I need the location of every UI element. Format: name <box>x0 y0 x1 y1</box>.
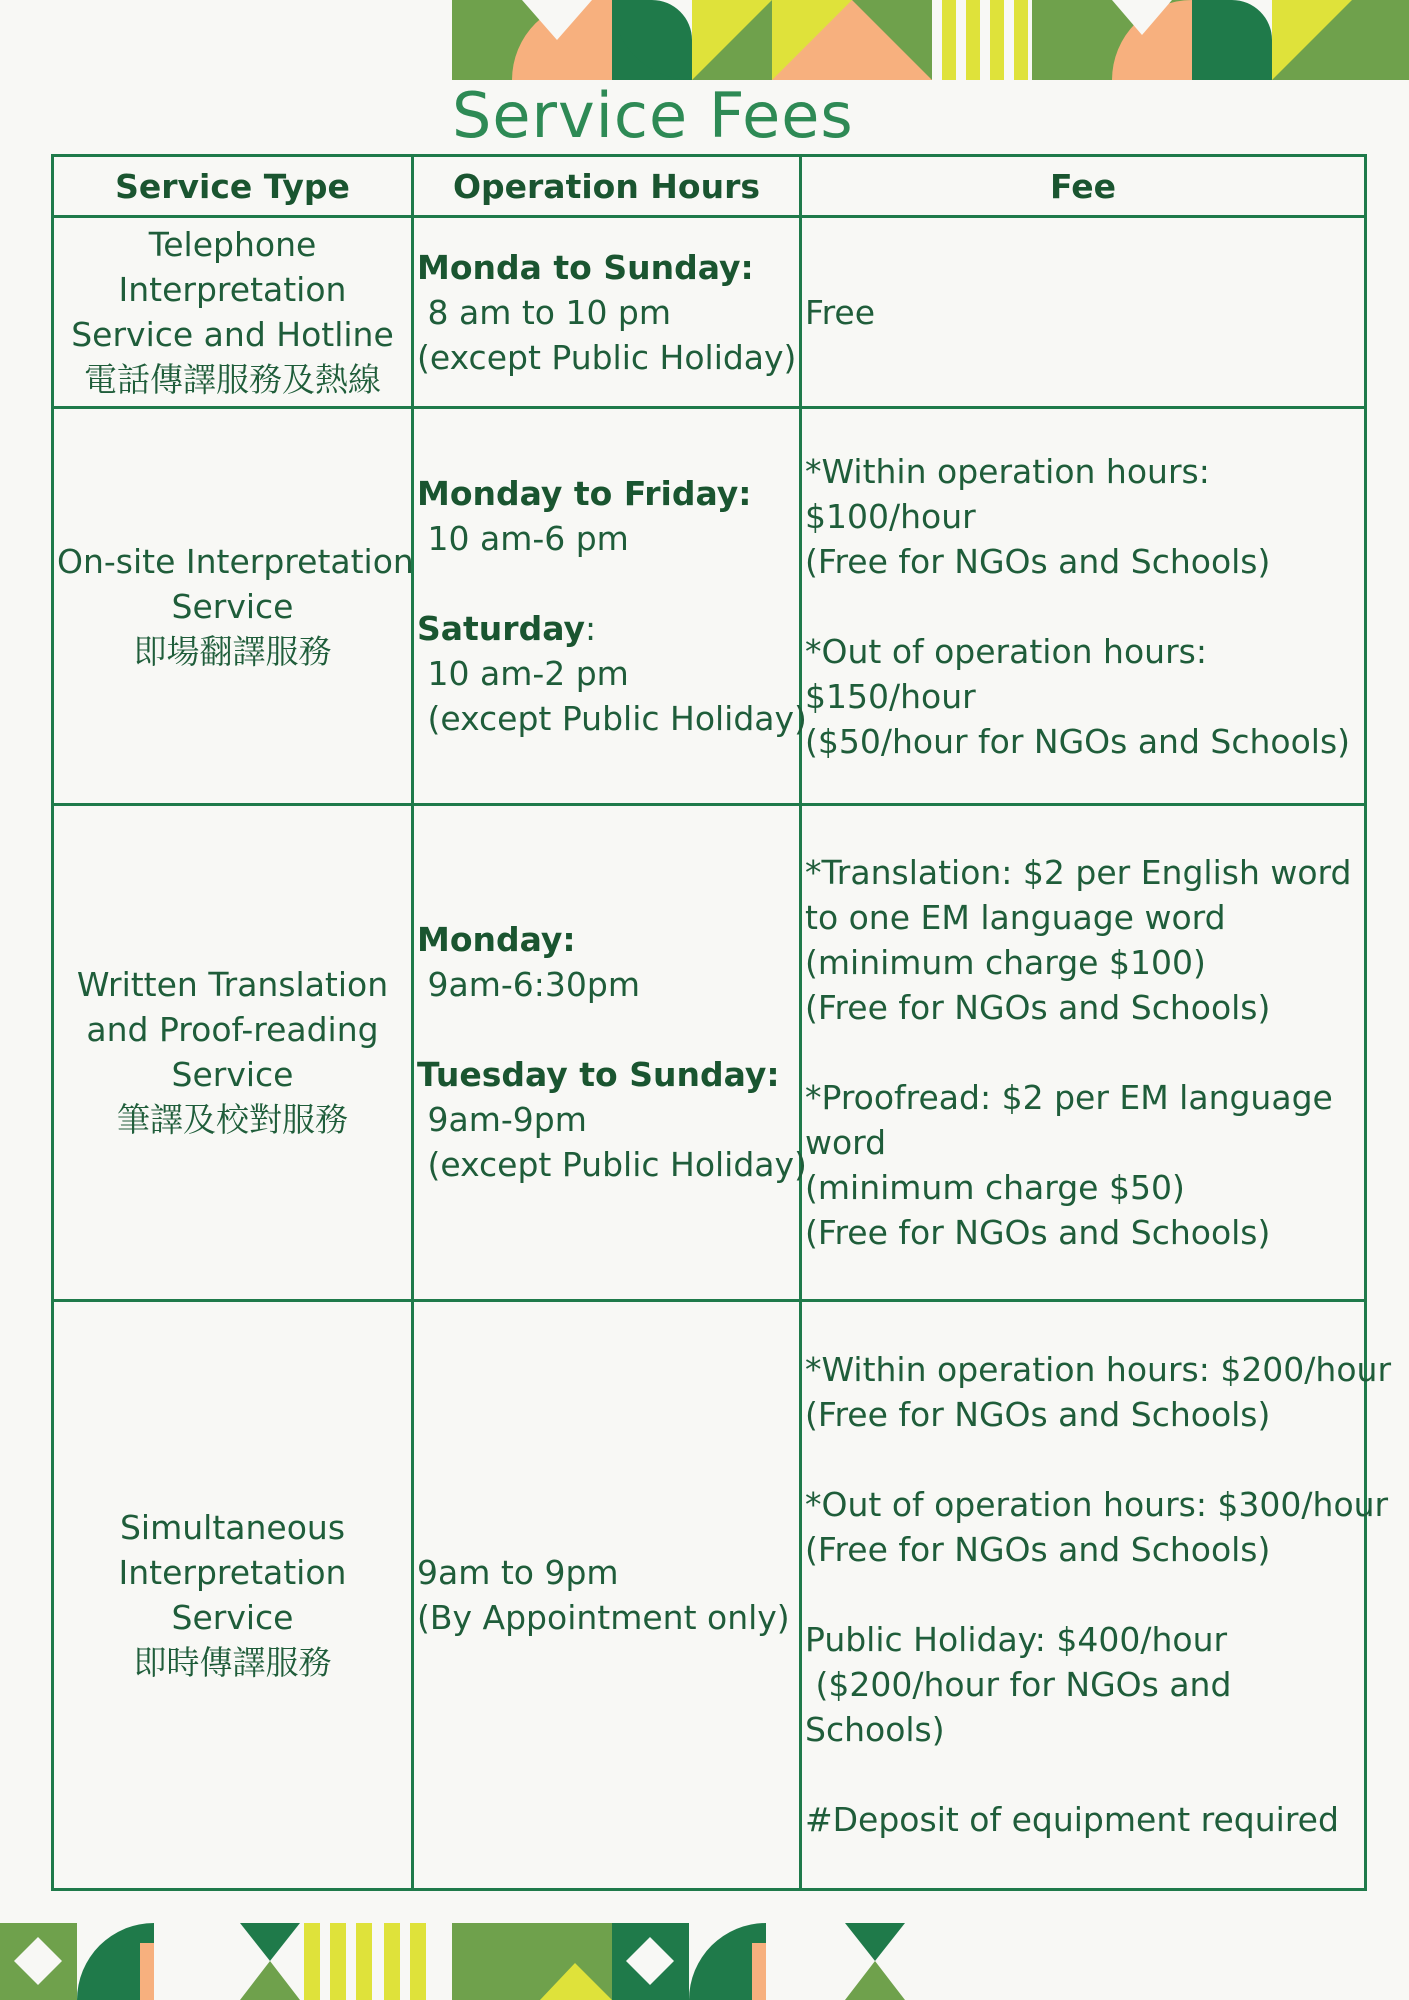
operation-hours-cell <box>413 1300 801 1889</box>
fee-line: *Out of operation hours: <box>805 631 1207 671</box>
fee-line: to one EM language word <box>805 897 1226 937</box>
service-line: Telephone <box>148 225 317 265</box>
service-line: and Proof-reading <box>86 1010 379 1050</box>
fee-line: *Out of operation hours: $300/hour <box>805 1485 1389 1525</box>
fee-line: Schools) <box>805 1710 945 1750</box>
fee-line: (Free for NGOs and Schools) <box>805 1395 1271 1435</box>
spacer <box>805 584 1361 629</box>
service-line: Interpretation <box>118 1552 347 1592</box>
fee-line: *Translation: $2 per English word <box>805 852 1352 892</box>
fee-line: (Free for NGOs and Schools) <box>805 987 1271 1027</box>
service-line-chinese: 即場翻譯服務 <box>133 631 332 671</box>
hours-note: (except Public Holiday) <box>417 1145 807 1185</box>
service-line: Interpretation <box>118 270 347 310</box>
hours-days: Monday: <box>417 920 576 960</box>
service-fees-table <box>51 154 1392 1891</box>
table-header-row <box>53 156 1366 217</box>
operation-hours-cell <box>413 217 801 408</box>
fee-cell <box>801 217 1366 408</box>
service-type-cell <box>53 1300 413 1889</box>
service-line: Written Translation <box>76 965 389 1005</box>
hours-time: 9am to 9pm <box>417 1552 619 1592</box>
hours-colon: : <box>584 609 597 649</box>
operation-hours-cell <box>413 805 807 1300</box>
hours-days: Monday to Friday: <box>417 474 752 514</box>
header-fee: Fee <box>801 156 1366 217</box>
spacer <box>417 1007 796 1052</box>
fee-line: (minimum charge $100) <box>805 942 1206 982</box>
service-type-cell <box>53 805 413 1300</box>
service-line-chinese: 筆譯及校對服務 <box>117 1100 348 1140</box>
header-service-type: Service Type <box>53 156 413 217</box>
bottom-decorative-banner <box>0 1923 905 2000</box>
service-type-cell <box>53 408 413 805</box>
fee-line: Free <box>805 292 876 332</box>
fee-line: (minimum charge $50) <box>805 1167 1185 1207</box>
hours-days: Saturday <box>417 609 585 649</box>
table-row <box>53 805 1366 1300</box>
geometric-pattern-top <box>452 0 1409 80</box>
fee-line: #Deposit of equipment required <box>805 1800 1339 1840</box>
fee-line: *Within operation hours: $200/hour <box>805 1350 1392 1390</box>
spacer <box>805 1437 1361 1482</box>
spacer <box>417 561 796 606</box>
hours-time: 10 am-2 pm <box>417 654 629 694</box>
service-line: Service <box>171 1597 294 1637</box>
fee-line: ($200/hour for NGOs and <box>805 1665 1232 1705</box>
hours-time: 8 am to 10 pm <box>417 292 672 332</box>
spacer <box>805 1752 1361 1797</box>
service-line: On-site Interpretation <box>57 541 414 581</box>
table-row <box>53 1300 1366 1889</box>
fee-cell <box>801 408 1366 805</box>
top-decorative-banner <box>452 0 1409 80</box>
hours-time: 10 am-6 pm <box>417 519 629 559</box>
fee-line: (Free for NGOs and Schools) <box>805 1212 1271 1252</box>
table-row <box>53 408 1366 805</box>
fee-line: *Within operation hours: <box>805 451 1210 491</box>
service-line: Service <box>171 586 294 626</box>
service-line-chinese: 電話傳譯服務及熱線 <box>84 360 381 400</box>
fee-line: $100/hour <box>805 496 976 536</box>
header-operation-hours: Operation Hours <box>413 156 801 217</box>
table-row <box>53 217 1366 408</box>
hours-note: (By Appointment only) <box>417 1597 790 1637</box>
geometric-pattern-bottom <box>0 1923 905 2000</box>
fee-line: *Proofread: $2 per EM language <box>805 1077 1333 1117</box>
hours-days: Monda to Sunday: <box>417 247 754 287</box>
fee-line: Public Holiday: $400/hour <box>805 1620 1228 1660</box>
fee-line: (Free for NGOs and Schools) <box>805 1530 1271 1570</box>
spacer <box>805 1030 1361 1075</box>
hours-time: 9am-6:30pm <box>417 965 640 1005</box>
fee-cell <box>801 805 1366 1300</box>
service-line: Service <box>171 1055 294 1095</box>
hours-note: (except Public Holiday) <box>417 337 797 377</box>
service-type-cell <box>53 217 413 408</box>
page-title: Service Fees <box>452 79 854 152</box>
service-line: Service and Hotline <box>71 315 394 355</box>
hours-note: (except Public Holiday) <box>417 699 807 739</box>
service-line: Simultaneous <box>119 1507 346 1547</box>
hours-days: Tuesday to Sunday: <box>417 1055 780 1095</box>
hours-time: 9am-9pm <box>417 1100 587 1140</box>
fee-line: (Free for NGOs and Schools) <box>805 541 1271 581</box>
service-line-chinese: 即時傳譯服務 <box>133 1642 332 1682</box>
fee-line: ($50/hour for NGOs and Schools) <box>805 721 1351 761</box>
fee-line: $150/hour <box>805 676 976 716</box>
fee-line: word <box>805 1122 887 1162</box>
operation-hours-cell <box>413 408 807 805</box>
spacer <box>805 1572 1361 1617</box>
fee-cell <box>801 1300 1392 1889</box>
